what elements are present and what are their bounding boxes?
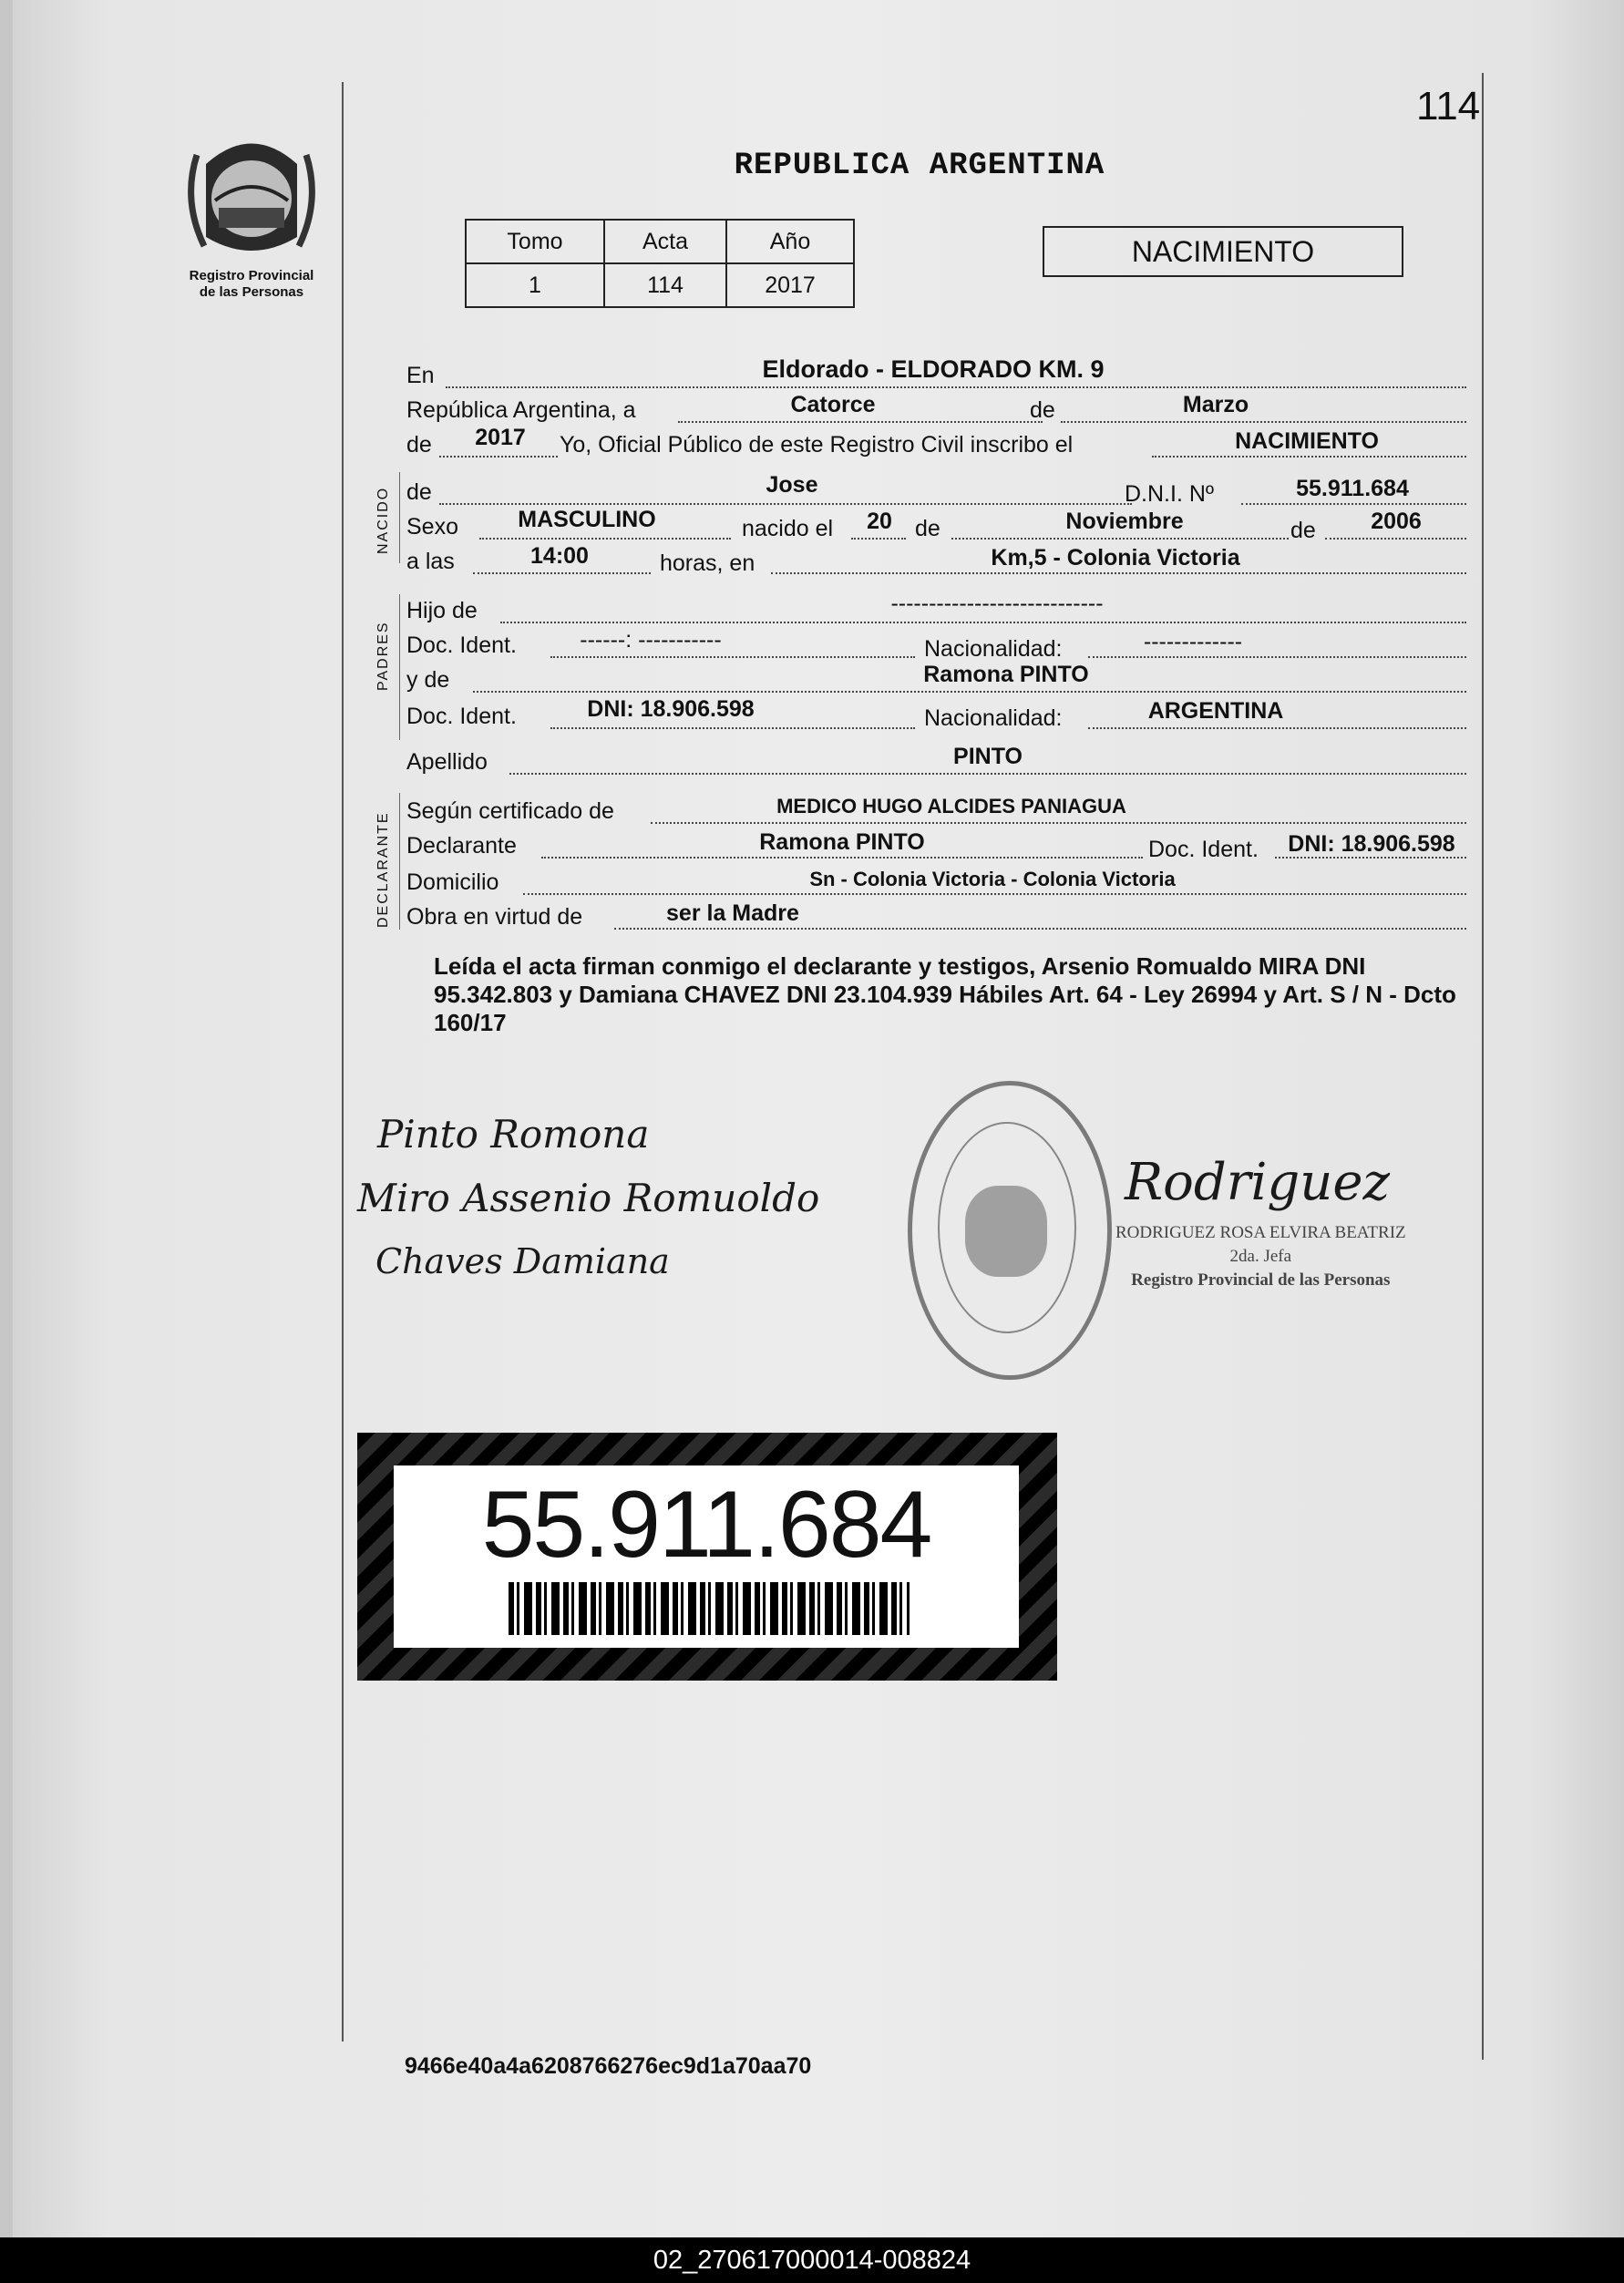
y-de-label: y de	[406, 667, 450, 693]
a-las-label: a las	[406, 549, 455, 574]
barcode-number: 55.911.684	[481, 1472, 931, 1578]
republica-label: República Argentina, a	[406, 397, 636, 423]
dni-label: D.N.I. Nº	[1125, 481, 1215, 507]
barcode-bars-icon	[509, 1582, 910, 1635]
birth-month-value: Noviembre	[1065, 509, 1184, 534]
official-name: RODRIGUEZ ROSA ELVIRA BEATRIZ	[1115, 1223, 1406, 1242]
mother-nat-label: Nacionalidad:	[924, 705, 1063, 731]
registry-caption: Registro Provincial de las Personas	[189, 268, 314, 300]
official-signature-block	[1115, 1221, 1406, 1292]
page-number: 114	[1416, 84, 1481, 129]
header-ano: Año	[726, 220, 854, 263]
document-page	[13, 0, 1624, 2237]
header-tomo: Tomo	[466, 220, 604, 263]
dotted-line	[1152, 456, 1466, 458]
de-year-label: de	[406, 432, 432, 458]
record-type-box: NACIMIENTO	[1043, 226, 1403, 277]
dotted-line	[446, 386, 1466, 388]
obra-label: Obra en virtud de	[406, 904, 583, 930]
dotted-line	[479, 538, 731, 540]
de-label-2: de	[915, 516, 940, 541]
dotted-line	[541, 857, 1143, 859]
mother-doc-label: Doc. Ident.	[406, 704, 517, 729]
closing-paragraph: Leída el acta firman conmigo el declarante y testigos, Arsenio Romualdo MIRA DNI 95.342.803 y Damiana CHAVEZ DNI 23.104.939 Hábiles Art. 64 - Ley 26994 y Art. S / N - Dcto 160/17	[434, 952, 1456, 1036]
signature-mira: Miro Assenio Romuoldo	[357, 1176, 820, 1220]
de-label-3: de	[1290, 518, 1316, 543]
act-type-value: NACIMIENTO	[1235, 428, 1379, 454]
dotted-line	[1088, 727, 1466, 729]
obra-value: ser la Madre	[666, 900, 799, 926]
apellido-label: Apellido	[406, 749, 488, 775]
cert-value: MEDICO HUGO ALCIDES PANIAGUA	[776, 795, 1126, 818]
en-label: En	[406, 363, 435, 388]
de-label: de	[1030, 397, 1055, 423]
signature-chavez: Chaves Damiana	[375, 1241, 670, 1281]
domicilio-value: Sn - Colonia Victoria - Colonia Victoria	[809, 868, 1176, 890]
dotted-line	[771, 572, 1466, 574]
domicilio-label: Domicilio	[406, 869, 499, 895]
official-role: 2da. Jefa	[1229, 1247, 1292, 1266]
declarante-value: Ramona PINTO	[759, 829, 925, 855]
dotted-line	[1061, 421, 1466, 423]
birth-place-value: Km,5 - Colonia Victoria	[991, 545, 1240, 571]
declarante-label: Declarante	[406, 833, 517, 859]
dotted-line	[1325, 538, 1466, 540]
year-value: 2017	[475, 425, 526, 450]
dotted-line	[851, 538, 906, 540]
dotted-line	[951, 538, 1289, 540]
dotted-line	[614, 928, 1466, 930]
sexo-value: MASCULINO	[518, 507, 656, 532]
dotted-line	[473, 572, 651, 574]
father-nat-label: Nacionalidad:	[924, 636, 1063, 662]
time-value: 14:00	[530, 543, 589, 569]
mother-value: Ramona PINTO	[923, 662, 1089, 687]
oficial-text: Yo, Oficial Público de este Registro Civil inscribo el	[560, 432, 1074, 458]
dni-value: 55.911.684	[1296, 476, 1409, 501]
signature-pinto: Pinto Romona	[377, 1112, 650, 1157]
mother-doc-value: DNI: 18.906.598	[587, 696, 755, 722]
nacido-de-label: de	[406, 479, 432, 505]
header-acta: Acta	[604, 220, 726, 263]
left-margin-line	[342, 82, 344, 2041]
official-stamp	[908, 1081, 1112, 1380]
section-nacido: NACIDO	[375, 486, 391, 554]
dotted-line	[500, 622, 1466, 623]
place-value: Eldorado - ELDORADO KM. 9	[762, 355, 1105, 383]
apellido-value: PINTO	[953, 744, 1023, 769]
dotted-line	[523, 893, 1466, 895]
section-divider	[399, 594, 400, 740]
barcode-label	[357, 1433, 1057, 1681]
dotted-line	[509, 773, 1466, 775]
horas-label: horas, en	[660, 550, 755, 576]
birth-year-value: 2006	[1371, 509, 1422, 534]
father-value: ----------------------------	[890, 591, 1104, 616]
month-value: Marzo	[1182, 392, 1249, 417]
nacido-el-label: nacido el	[742, 516, 834, 541]
tomo-acta-ano-table	[465, 219, 855, 308]
declarante-doc-label: Doc. Ident.	[1148, 837, 1259, 862]
day-value: Catorce	[790, 392, 876, 417]
cert-label: Según certificado de	[406, 798, 614, 824]
value-tomo: 1	[466, 263, 604, 307]
dotted-line	[473, 691, 1466, 693]
dotted-line	[651, 822, 1466, 824]
birth-day-value: 20	[867, 509, 892, 534]
section-declarante: DECLARANTE	[375, 811, 391, 928]
father-doc-value: ------: -----------	[580, 627, 722, 653]
official-registry: Registro Provincial de las Personas	[1131, 1270, 1391, 1290]
dotted-line	[550, 656, 915, 658]
stamp-emblem-icon	[965, 1186, 1047, 1277]
section-padres: PADRES	[375, 621, 391, 691]
mother-nat-value: ARGENTINA	[1147, 698, 1284, 724]
father-nat-value: -------------	[1143, 629, 1243, 654]
dotted-line	[550, 727, 915, 729]
dotted-line	[439, 456, 558, 458]
dotted-line	[678, 421, 1043, 423]
section-divider	[399, 472, 400, 563]
dotted-line	[1241, 503, 1466, 505]
right-margin-line	[1482, 73, 1484, 2060]
hijo-de-label: Hijo de	[406, 598, 478, 623]
dotted-line	[1088, 656, 1466, 658]
document-hash: 9466e40a4a6208766276ec9d1a70aa70	[405, 2053, 812, 2079]
value-acta: 114	[604, 263, 726, 307]
dotted-line	[439, 503, 1132, 505]
declarante-doc-value: DNI: 18.906.598	[1288, 831, 1455, 857]
footer-id: 02_270617000014-008824	[0, 2237, 1624, 2283]
sexo-label: Sexo	[406, 514, 458, 540]
value-ano: 2017	[726, 263, 854, 307]
barcode-label-inner	[394, 1465, 1019, 1648]
section-divider	[399, 793, 400, 930]
country-title: REPUBLICA ARGENTINA	[734, 149, 1105, 183]
official-signature: Rodriguez	[1125, 1153, 1390, 1212]
name-value: Jose	[766, 472, 818, 498]
father-doc-label: Doc. Ident.	[406, 632, 517, 658]
